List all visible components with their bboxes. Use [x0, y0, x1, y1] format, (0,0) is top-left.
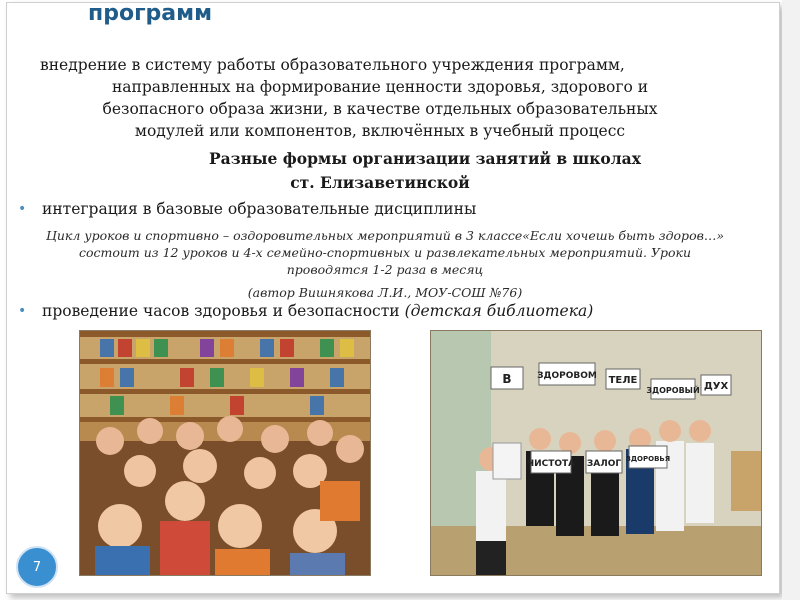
sign-text: В — [502, 372, 512, 386]
intro-paragraph — [30, 54, 730, 142]
bullet-item — [18, 200, 476, 218]
section-heading-line: Разные формы организации занятий в школах — [209, 149, 641, 168]
note-line: проводятся 1-2 раза в месяц — [286, 262, 484, 277]
health-signs-photo — [430, 330, 762, 576]
bullet-paren: (детская библиотека) — [404, 302, 594, 320]
signs-photo-illustration — [431, 331, 761, 575]
sign-text: ТЕЛЕ — [608, 375, 638, 386]
bullet-text: интеграция в базовые образовательные дисциплины — [42, 200, 477, 218]
program-note — [25, 227, 745, 301]
bullet-text: проведение часов здоровья и безопасности — [42, 302, 400, 320]
sign-text: ЗДОРОВОМ — [537, 371, 597, 381]
bullet-item — [18, 302, 593, 320]
note-author: (автор Вишнякова Л.И., МОУ-СОШ №76) — [247, 285, 523, 300]
sign-text: ЗДОРОВЫЙ — [646, 386, 700, 395]
scroll-strip — [782, 0, 800, 600]
library-photo-illustration — [80, 331, 370, 575]
note-line: состоит из 12 уроков и 4-х семейно-спортивных и развлекательных мероприятий. Уроки — [78, 245, 692, 260]
section-heading — [0, 147, 800, 195]
note-line: Цикл уроков и спортивно – оздоровительных мероприятий в 3 классе«Если хочешь быть здоров…» — [45, 228, 725, 243]
section-heading-line: ст. Елизаветинской — [290, 173, 470, 192]
intro-line: направленных на формирование ценности здоровья, здорового и — [111, 78, 649, 96]
sign-text: ЗДОРОВЬЯ — [625, 455, 671, 463]
sign-text: ЗАЛОГ — [586, 459, 622, 469]
intro-line: внедрение в систему работы образовательного учреждения программ, — [40, 56, 625, 74]
bullet-icon: • — [18, 303, 27, 319]
intro-line: безопасного образа жизни, в качестве отдельных образовательных — [102, 100, 658, 118]
slide-title: программ — [88, 1, 213, 26]
sign-text: ДУХ — [703, 381, 729, 392]
bullet-icon: • — [18, 201, 27, 217]
page-number-badge: 7 — [16, 546, 58, 588]
sign-text: ЧИСТОТА — [526, 459, 576, 469]
intro-line: модулей или компонентов, включённых в учебный процесс — [134, 122, 626, 140]
library-children-photo — [79, 330, 371, 576]
